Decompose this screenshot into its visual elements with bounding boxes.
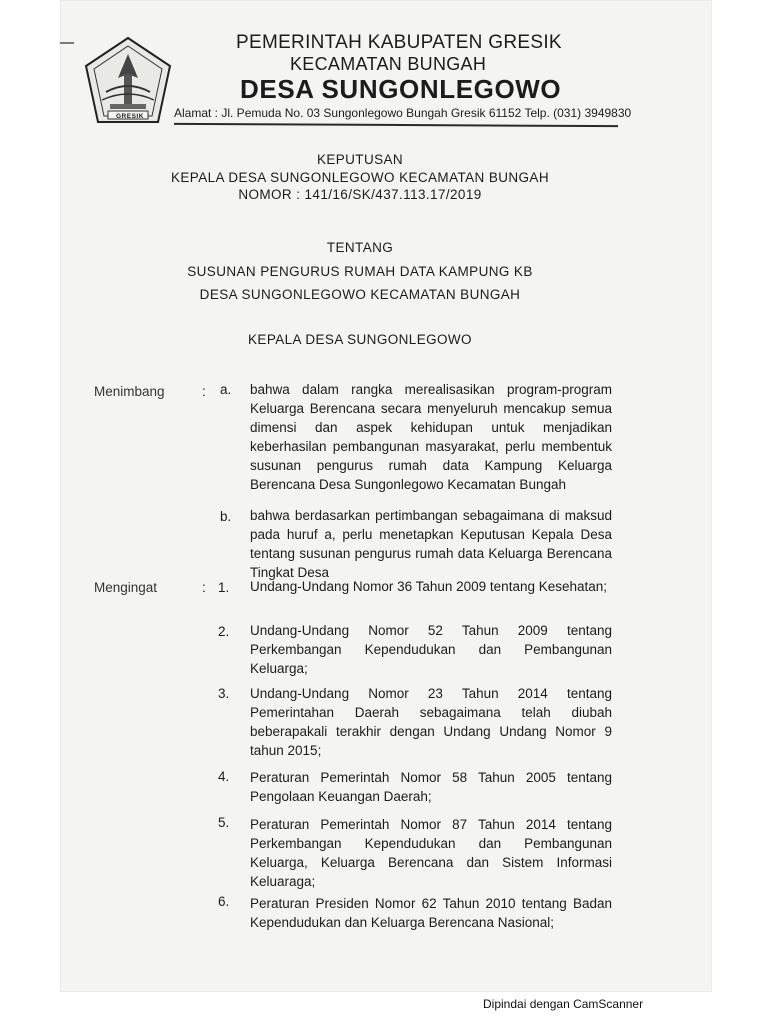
logo-caption: GRESIK: [116, 113, 144, 120]
mengingat-item-6: Peraturan Presiden Nomor 62 Tahun 2010 tentang Badan Kependudukan dan Keluarga Berencana Nasional;: [250, 896, 612, 930]
menimbang-colon: :: [202, 384, 206, 399]
mengingat-label: Mengingat: [94, 580, 158, 595]
scanned-page: [60, 0, 712, 992]
menimbang-label: Menimbang: [94, 384, 165, 399]
letterhead-village: DESA SUNGONLEGOWO: [240, 74, 562, 104]
decree-about: TENTANG: [326, 240, 394, 255]
menimbang-mark-a: a.: [220, 382, 232, 397]
decree-subject-line2: DESA SUNGONLEGOWO KECAMATAN BUNGAH: [199, 287, 521, 302]
letterhead: [60, 30, 712, 130]
mengingat-item-1: Undang-Undang Nomor 36 Tahun 2009 tentang Kesehatan;: [250, 579, 608, 594]
menimbang-item-b: bahwa berdasarkan pertimbangan sebagaimana di maksud pada huruf a, perlu menetapkan Keputusan Kepala Desa tentang susunan pengurus rumah data Keluarga Berencana Tingkat Desa: [250, 508, 612, 580]
decree-number: NOMOR : 141/16/SK/437.113.17/2019: [238, 187, 482, 202]
decree-title: KEPUTUSAN: [316, 152, 404, 167]
decree-issuer: KEPALA DESA SUNGONLEGOWO KECAMATAN BUNGAH: [171, 170, 549, 185]
letterhead-government: PEMERINTAH KABUPATEN GRESIK: [236, 32, 562, 53]
menimbang-item-a: bahwa dalam rangka merealisasikan program-program Keluarga Berencana secara menyeluruh mencakup semua dimensi dan aspek kehidupan untuk menjadikan keberhasilan pembangunan masyarakat, perlu membentuk susunan pengurus rumah data Kampung Keluarga Berencana Desa Sungonlegowo Kecamatan Bungah: [250, 382, 612, 492]
mengingat-mark-3: 3.: [218, 686, 230, 701]
mengingat-mark-2: 2.: [218, 624, 230, 639]
mengingat-item-5: Peraturan Pemerintah Nomor 87 Tahun 2014 tentang Perkembangan Kependudukan dan Pembangunan Keluarga, Keluarga Berencana dan Sistem Informasi Keluaraga;: [250, 817, 612, 889]
mengingat-item-3: Undang-Undang Nomor 23 Tahun 2014 tentang Pemerintahan Daerah sebagaimana telah diubah beberapakali terakhir dengan Undang Undang Nomor 9 tahun 2015;: [250, 686, 612, 758]
decree-signatory: KEPALA DESA SUNGONLEGOWO: [248, 332, 472, 347]
decree-subject-line1: SUSUNAN PENGURUS RUMAH DATA KAMPUNG KB: [187, 264, 533, 279]
mengingat-mark-6: 6.: [218, 894, 230, 909]
mengingat-item-2: Undang-Undang Nomor 52 Tahun 2009 tentang Perkembangan Kependudukan dan Pembangunan Keluarga;: [250, 623, 612, 676]
mengingat-mark-1: 1.: [218, 580, 230, 595]
mengingat-mark-4: 4.: [218, 769, 230, 784]
letterhead-address: Alamat : Jl. Pemuda No. 03 Sungonlegowo Bungah Gresik 61152 Telp. (031) 3949830: [174, 106, 632, 120]
menimbang-mark-b: b.: [220, 509, 232, 524]
letterhead-divider: [174, 123, 618, 127]
mengingat-mark-5: 5.: [218, 815, 230, 830]
letterhead-district: KECAMATAN BUNGAH: [290, 54, 487, 74]
scanner-watermark: Dipindai dengan CamScanner: [483, 997, 644, 1011]
mengingat-item-4: Peraturan Pemerintah Nomor 58 Tahun 2005 tentang Pengolaan Keuangan Daerah;: [250, 770, 612, 804]
mengingat-colon: :: [202, 580, 206, 595]
